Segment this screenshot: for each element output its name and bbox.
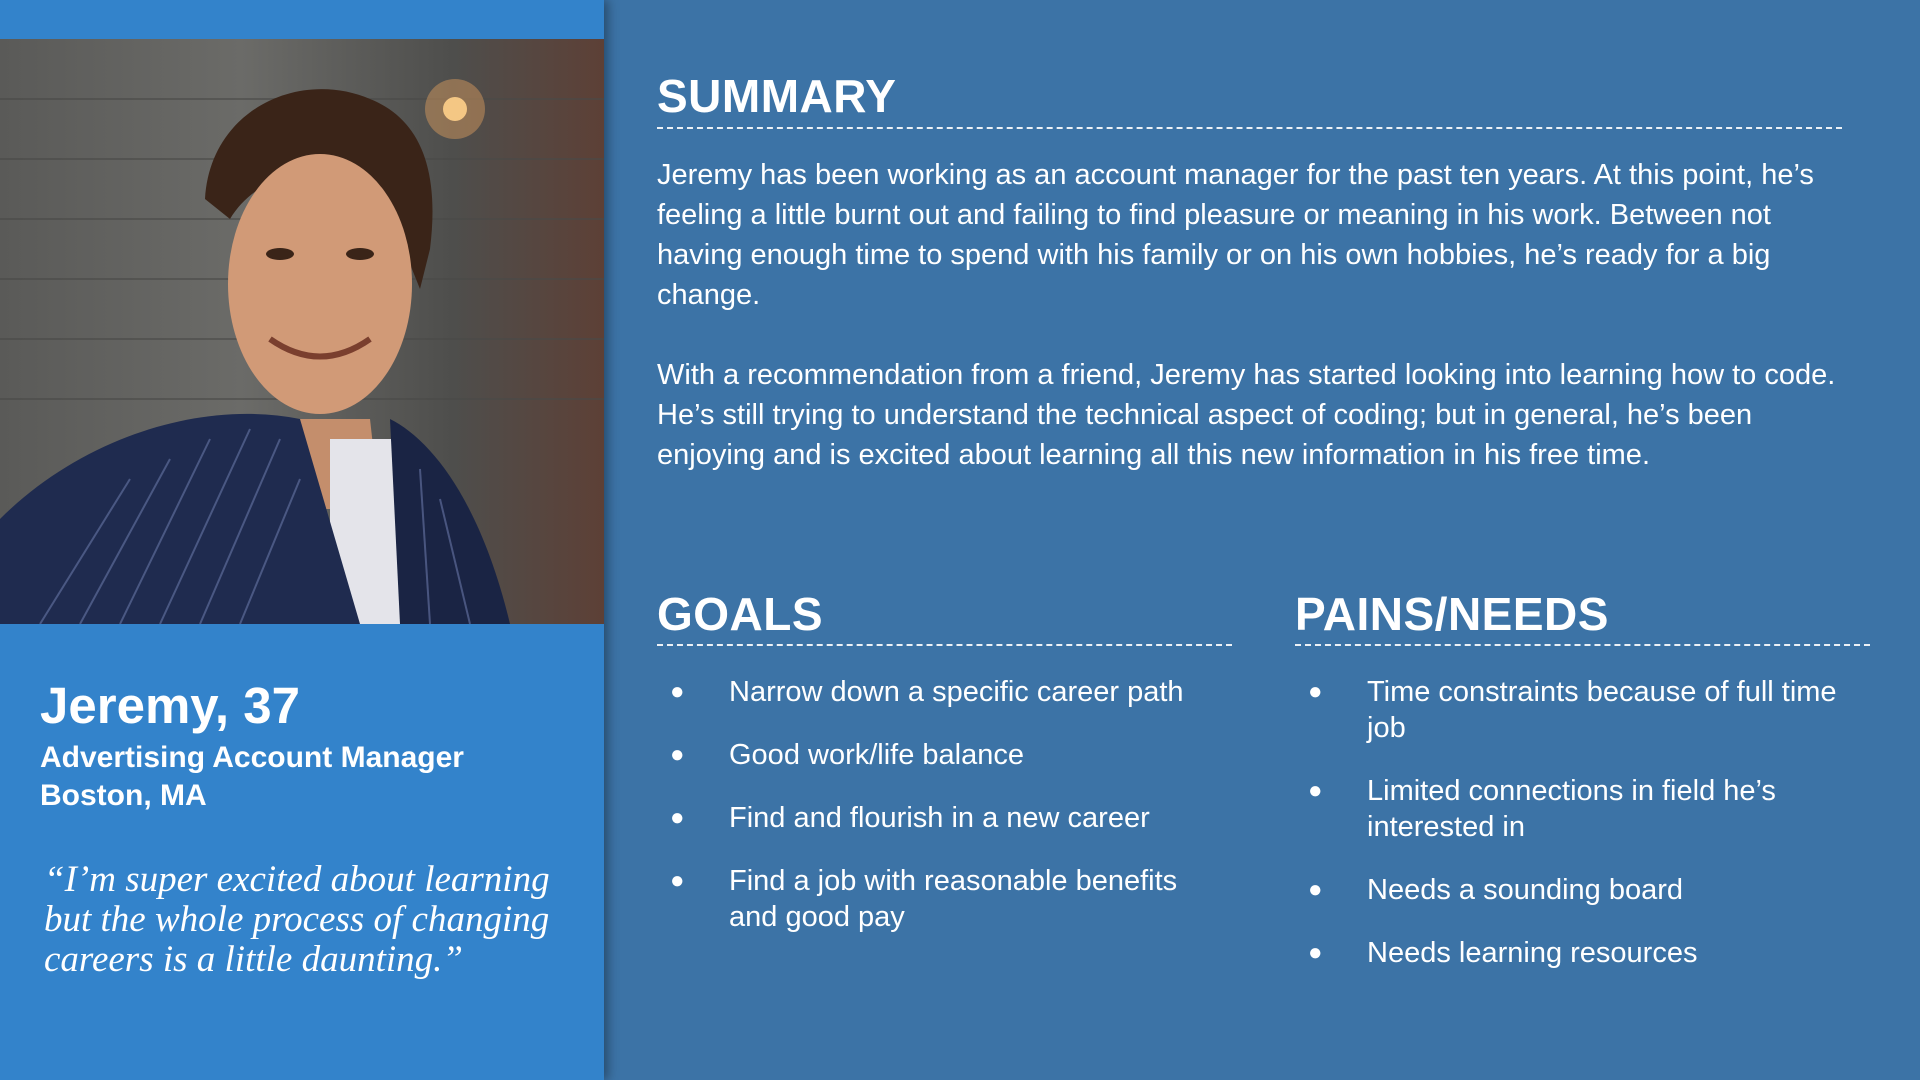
bullet-icon: ● [1308,939,1323,966]
bullet-icon: ● [1308,678,1323,705]
persona-sidebar [0,0,604,1080]
persona-quote: “I’m super excited about learning but the whole process of changing careers is a little daunting.” [44,859,550,980]
pain-item: ● Limited connections in field he’s interested in [1308,775,1776,843]
bullet-icon: ● [1308,777,1323,804]
persona-photo [0,39,604,624]
bullet-icon: ● [670,678,685,705]
pain-item: ● Needs learning resources [1308,937,1698,969]
pains-divider [1295,644,1870,646]
bullet-icon: ● [670,741,685,768]
pain-item: ● Needs a sounding board [1308,874,1684,906]
persona-role: Advertising Account Manager [40,741,464,774]
goals-divider [657,644,1232,646]
summary-heading: SUMMARY [657,70,897,122]
goal-item: ● Find and flourish in a new career [670,802,1150,834]
pains-heading: PAINS/NEEDS [1295,588,1609,640]
persona-portrait-image [0,39,604,624]
persona-name: Jeremy, 37 [40,677,300,734]
goals-heading: GOALS [657,588,824,640]
pain-item: ● Time constraints because of full time job [1308,676,1837,744]
bullet-icon: ● [670,867,685,894]
summary-paragraph-1: Jeremy has been working as an account manager for the past ten years. At this point, he’s feeling a little burnt out and failing to find pleasure or meaning in his work. Between not having enough time to spend with his family or on his own hobbies, he’s ready for a big change. [657,159,1814,311]
pains-list [1295,674,1875,998]
goal-item: ● Narrow down a specific career path [670,676,1184,708]
summary-body [657,155,1852,515]
summary-paragraph-2: With a recommendation from a friend, Jeremy has started looking into learning how to code. He’s still trying to understand the technical aspect of coding; but in general, he’s been enjoying and is excited about learning all this new information in his free time. [657,359,1836,471]
bullet-icon: ● [1308,876,1323,903]
bullet-icon: ● [670,804,685,831]
goal-item: ● Good work/life balance [670,739,1024,771]
persona-location: Boston, MA [40,779,207,812]
goals-list [657,674,1217,962]
summary-divider [657,127,1842,129]
goal-item: ● Find a job with reasonable benefits and good pay [670,865,1178,933]
